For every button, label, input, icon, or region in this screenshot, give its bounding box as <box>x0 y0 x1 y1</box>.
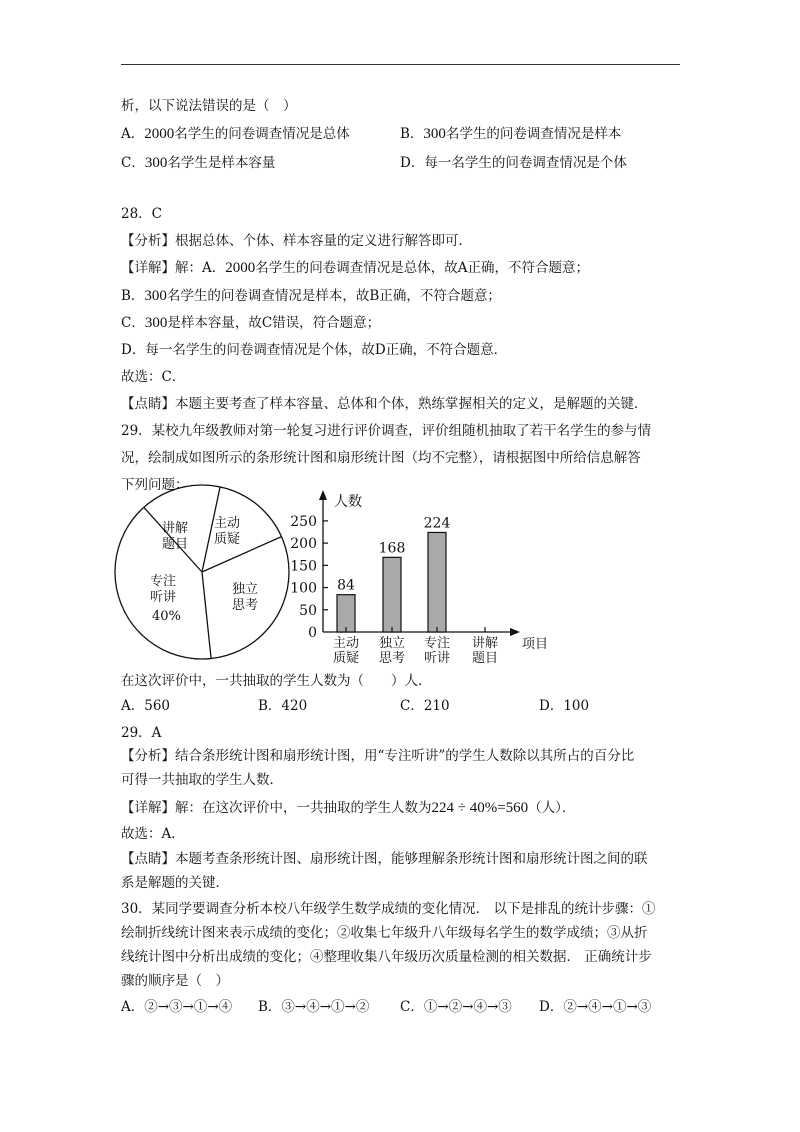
x-category-label: 讲解 <box>471 636 499 651</box>
bar <box>337 595 355 632</box>
y-tick-label: 100 <box>290 580 317 597</box>
x-category-label: 独立 <box>378 636 406 651</box>
a29-analysis-2: 可得一共抽取的学生人数． <box>121 772 283 788</box>
pie-label-zhuanzhu-2: 听讲 <box>150 590 177 605</box>
a28-detail-b: B．300名学生的问卷调查情况是样本，故B正确，不符合题意； <box>121 288 501 304</box>
q29-option-c: C．210 <box>400 698 450 714</box>
a29-choose: 故选：A． <box>121 826 185 842</box>
q30-stem-2: 绘制折线统计图来表示成绩的变化；②收集七年级升八年级每名学生的数学成绩；③从折 <box>121 925 648 941</box>
bar-value-label: 168 <box>378 540 406 557</box>
x-category-label: 质疑 <box>332 651 360 666</box>
q29-option-b: B．420 <box>258 698 308 714</box>
a28-detail-d: D．每一名学生的问卷调查情况是个体，故D正确，不符合题意． <box>121 342 508 358</box>
q29-question: 在这次评价中，一共抽取的学生人数为（ ）人． <box>121 673 432 689</box>
pie-label-duli-2: 思考 <box>232 598 259 613</box>
y-tick-label: 0 <box>308 625 317 641</box>
a29-comment-1: 【点睛】本题考查条形统计图、扇形统计图，能够理解条形统计图和扇形统计图之间的联 <box>121 851 648 867</box>
a28-analysis: 【分析】根据总体、个体、样本容量的定义进行解答即可． <box>121 233 472 249</box>
x-category-label: 题目 <box>471 651 499 666</box>
bar-value-label: 224 <box>423 515 451 532</box>
q29-option-d: D．100 <box>539 698 590 714</box>
pie-label-zhuanzhu-1: 专注 <box>150 574 177 589</box>
q30-option-c: C．①→②→④→③ <box>400 999 512 1015</box>
a29-comment-2: 系是解题的关键． <box>121 875 229 891</box>
x-axis-arrow <box>510 628 520 636</box>
x-category-label: 主动 <box>332 636 360 651</box>
a28-detail-a: 【详解】解：A．2000名学生的问卷调查情况是总体，故A正确，不符合题意； <box>121 260 589 276</box>
q29-stem-1: 29．某校九年级教师对第一轮复习进行评价调查，评价组随机抽取了若干名学生的参与情 <box>121 423 652 439</box>
y-tick-label: 250 <box>290 513 317 530</box>
pie-chart <box>115 485 289 659</box>
q29-stem-3: 下列问题： <box>121 477 189 493</box>
q30-option-b: B．③→④→①→② <box>258 999 370 1015</box>
pie-label-jiangjie-2: 题目 <box>162 537 189 552</box>
a28-choose: 故选：C． <box>121 369 186 385</box>
q27-option-c: C．300名学生是样本容量 <box>121 155 276 171</box>
bar-chart <box>290 490 548 666</box>
x-axis-label: 项目 <box>522 637 549 652</box>
q27-stem-tail: 析，以下说法错误的是（ ） <box>121 98 297 114</box>
y-axis-label: 人数 <box>334 494 362 510</box>
q29-charts <box>110 480 580 668</box>
x-category-label: 专注 <box>423 636 451 651</box>
x-category-label: 听讲 <box>423 651 451 666</box>
q30-stem-3: 线统计图中分析出成绩的变化；④整理收集八年级历次质量检测的相关数据． 正确统计步 <box>121 949 652 965</box>
a29-analysis-1: 【分析】结合条形统计图和扇形统计图，用“专注听讲”的学生人数除以其所占的百分比 <box>121 748 635 764</box>
y-tick-label: 150 <box>290 558 317 575</box>
a28-detail-c: C．300是样本容量，故C错误，符合题意； <box>121 315 381 331</box>
a29-detail: 【详解】解：在这次评价中，一共抽取的学生人数为224 ÷ 40%=560（人）． <box>121 800 576 816</box>
bar <box>383 557 401 632</box>
q29-stem-2: 况，绘制成如图所示的条形统计图和扇形统计图（均不完整），请根据图中所给信息解答 <box>121 450 641 466</box>
q30-stem-1: 30．某同学要调查分析本校八年级学生数学成绩的变化情况． 以下是排乱的统计步骤：① <box>121 901 656 917</box>
header-rule <box>121 64 680 65</box>
pie-percent-label: 40% <box>152 609 181 624</box>
x-category-label: 思考 <box>378 651 406 666</box>
q29-option-a: A．560 <box>121 698 171 714</box>
pie-label-jiangjie-1: 讲解 <box>162 521 189 536</box>
q30-option-a: A．②→③→①→④ <box>121 999 233 1015</box>
bar <box>428 532 446 632</box>
pie-label-zhudong-1: 主动 <box>214 516 241 531</box>
pie-label-duli-1: 独立 <box>232 582 259 597</box>
bar-value-label: 84 <box>337 577 355 594</box>
q27-option-b: B．300名学生的问卷调查情况是样本 <box>400 126 622 142</box>
a28-number: 28．C <box>121 206 163 222</box>
pie-label-zhudong-2: 质疑 <box>214 532 241 547</box>
pie-slice-boundary <box>202 572 211 659</box>
q27-option-a: A．2000名学生的问卷调查情况是总体 <box>121 126 350 142</box>
y-axis-arrow <box>319 490 327 500</box>
a28-comment: 【点睛】本题主要考查了样本容量、总体和个体，熟练掌握相关的定义，是解题的关键． <box>121 396 648 412</box>
y-tick-label: 50 <box>299 602 317 619</box>
y-tick-label: 200 <box>290 536 317 553</box>
q27-option-d: D．每一名学生的问卷调查情况是个体 <box>400 155 627 171</box>
q30-stem-4: 骤的顺序是（ ） <box>121 973 229 989</box>
a29-number: 29．A <box>121 725 162 741</box>
q30-option-d: D．②→④→①→③ <box>539 999 652 1015</box>
